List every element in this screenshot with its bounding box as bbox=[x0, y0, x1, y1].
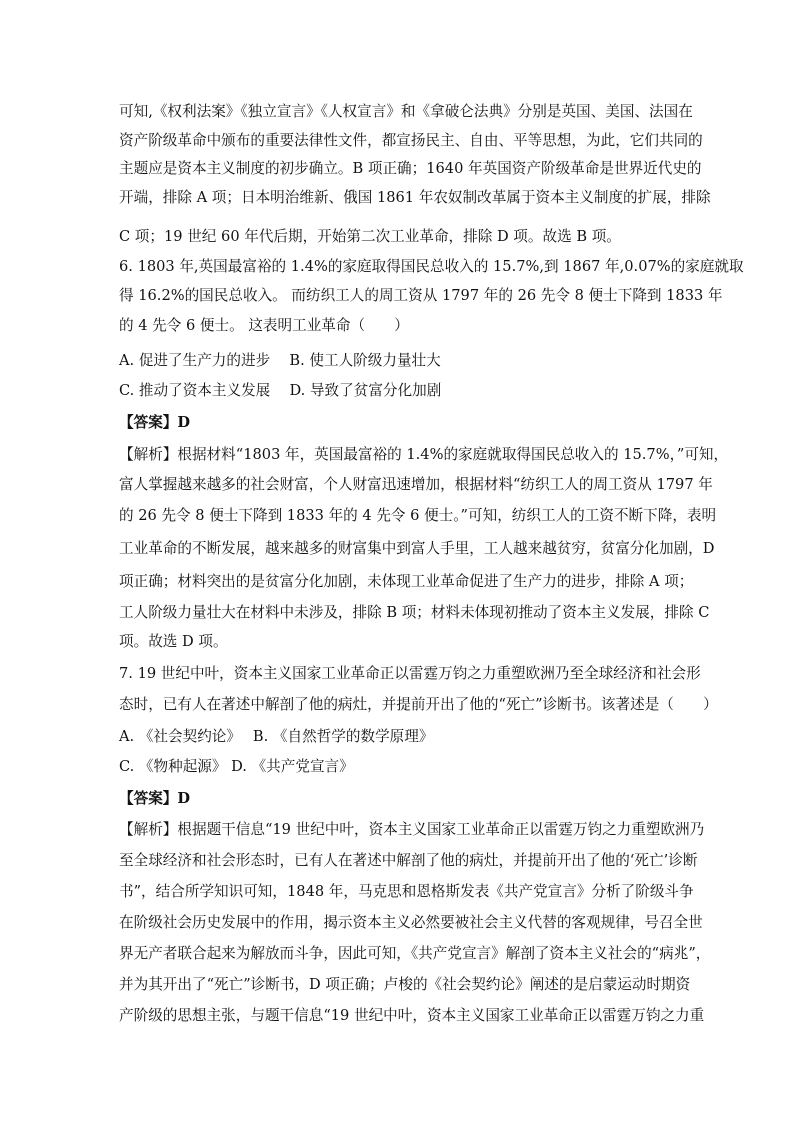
question-6-stem: 得 16.2%的国民总收入。 而纺织工人的周工资从 1797 年的 26 先令 8 便士下降到 1833 年 bbox=[119, 287, 723, 304]
question-6-stem: 6. 1803 年,英国最富裕的 1.4%的家庭取得国民总收入的 15.7%,到 1867 年,0.07%的家庭就取 bbox=[119, 258, 744, 275]
question-7-options: C. 《物种起源》 D. 《共产党宣言》 bbox=[119, 758, 354, 775]
analysis-text: 【解析】根据题干信息“19 世纪中叶，资本主义国家工业革命正以雷霆万钧之力重塑欧洲乃 bbox=[119, 821, 705, 838]
analysis-text: 的 26 先令 8 便士下降到 1833 年的 4 先令 6 便士。”可知，纺织工人的工资不断下降，表明 bbox=[119, 507, 717, 524]
text-line: C 项；19 世纪 60 年代后期，开始第二次工业革命，排除 D 项。故选 B 项。 bbox=[119, 228, 621, 245]
question-6-options: C. 推动了资本主义发展 D. 导致了贫富分化加剧 bbox=[119, 382, 442, 399]
analysis-text: 至全球经济和社会形态时，已有人在著述中解剖了他的病灶，并提前开出了他的‘死亡’诊断 bbox=[119, 852, 698, 869]
analysis-text: 【解析】根据材料“1803 年，英国最富裕的 1.4%的家庭就取得国民总收入的 15.7%，”可知， bbox=[119, 446, 729, 463]
answer-label: 【答案】D bbox=[119, 790, 191, 807]
analysis-text: 在阶级社会历史发展中的作用，揭示资本主义必然要被社会主义代替的客观规律，号召全世 bbox=[119, 914, 703, 931]
analysis-text: 界无产者联合起来为解放而斗争，因此可知，《共产党宣言》解剖了资本主义社会的“病兆”， bbox=[119, 945, 711, 962]
analysis-text: 书”，结合所学知识可知，1848 年，马克思和恩格斯发表《共产党宣言》分析了阶级斗争 bbox=[119, 883, 694, 900]
analysis-text: 并为其开出了“死亡”诊断书，D 项正确；卢梭的《社会契约论》阐述的是启蒙运动时期资 bbox=[119, 976, 691, 993]
question-7-stem: 态时，已有人在著述中解剖了他的病灶，并提前开出了他的“死亡”诊断书。该著述是（ ） bbox=[119, 696, 718, 713]
analysis-text: 富人掌握越来越多的社会财富，个人财富迅速增加，根据材料“纺织工人的周工资从 1797 年 bbox=[119, 476, 713, 493]
text-line: 主题应是资本主义制度的初步确立。B 项正确；1640 年英国资产阶级革命是世界近代史的 bbox=[119, 160, 702, 177]
question-6-options: A. 促进了生产力的进步 B. 使工人阶级力量壮大 bbox=[119, 352, 441, 369]
question-6-stem: 的 4 先令 6 便士。 这表明工业革命（ ） bbox=[119, 317, 409, 334]
text-line: 资产阶级革命中颁布的重要法律性文件，都宣扬民主、自由、平等思想，为此，它们共同的 bbox=[119, 132, 703, 149]
analysis-text: 工人阶级力量壮大在材料中未涉及，排除 B 项；材料未体现初推动了资本主义发展，排除 C bbox=[119, 604, 710, 621]
answer-label: 【答案】D bbox=[119, 414, 191, 431]
text-line: 开端，排除 A 项；日本明治维新、俄国 1861 年农奴制改革属于资本主义制度的扩展，排除 bbox=[119, 189, 711, 206]
analysis-text: 工业革命的不断发展，越来越多的财富集中到富人手里，工人越来越贫穷，贫富分化加剧，D bbox=[119, 540, 715, 557]
analysis-text: 项正确；材料突出的是贫富分化加剧，未体现工业革命促进了生产力的进步，排除 A 项； bbox=[119, 573, 694, 590]
analysis-text: 项。故选 D 项。 bbox=[119, 633, 228, 650]
analysis-text: 产阶级的思想主张，与题干信息“19 世纪中叶，资本主义国家工业革命正以雷霆万钧之力重 bbox=[119, 1007, 705, 1024]
question-7-stem: 7. 19 世纪中叶，资本主义国家工业革命正以雷霆万钧之力重塑欧洲乃至全球经济和社会形 bbox=[119, 665, 701, 682]
text-line: 可知,《权利法案》《独立宣言》《人权宣言》和《拿破仑法典》分别是英国、美国、法国在 bbox=[119, 103, 693, 120]
question-7-options: A. 《社会契约论》 B. 《自然哲学的数学原理》 bbox=[119, 728, 434, 745]
